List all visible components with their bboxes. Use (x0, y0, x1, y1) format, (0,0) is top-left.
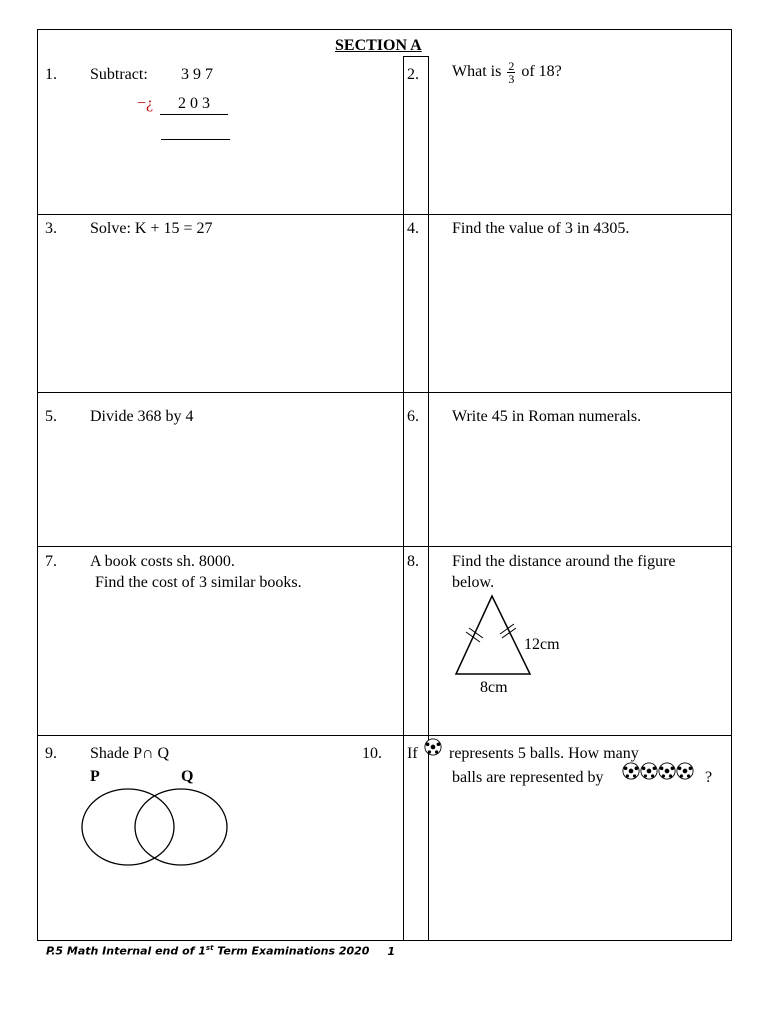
q1-label: Subtract: (90, 66, 148, 83)
q7-line1: A book costs sh. 8000. (90, 553, 235, 570)
ball-group (622, 762, 694, 784)
column-divider (403, 56, 404, 941)
q1-bottom-number: 2 0 3 (160, 94, 228, 115)
q2-fraction-numerator: 2 (508, 59, 515, 73)
footer-text-post: Term Examinations 2020 (213, 944, 370, 958)
q2-fraction-denominator: 3 (508, 72, 515, 86)
q10-line1: represents 5 balls. How many (449, 745, 639, 762)
q3-text: Solve: K + 15 = 27 (90, 220, 213, 237)
q1-minus-sign: −¿ (137, 95, 154, 112)
triangle-base-label: 8cm (480, 679, 508, 696)
row-divider (37, 392, 732, 393)
q10-number: 10. (362, 745, 382, 762)
page-number: 1 (387, 944, 395, 958)
section-title: SECTION A (335, 37, 422, 54)
q2-fraction (507, 60, 515, 85)
q6-number: 6. (407, 408, 419, 425)
soccer-ball-icon (640, 762, 658, 780)
triangle-side-label: 12cm (524, 636, 560, 653)
set-q-label: Q (181, 768, 194, 785)
venn-circle-q (135, 789, 227, 865)
q10-end: ? (705, 769, 713, 786)
q3-number: 3. (45, 220, 57, 237)
q2-text (452, 60, 562, 85)
row-divider (37, 214, 732, 215)
number-box-top (403, 56, 428, 57)
left-tick-mark (466, 632, 480, 642)
q1-answer-line (161, 139, 230, 140)
q4-text: Find the value of 3 in 4305. (452, 220, 630, 237)
q8-line1: Find the distance around the figure (452, 553, 676, 570)
q4-number: 4. (407, 220, 419, 237)
q1-number: 1. (45, 66, 57, 83)
q2-pre: What is (452, 63, 502, 81)
q10-line2: balls are represented by (452, 769, 604, 786)
q2-post: of 18? (521, 63, 562, 81)
q7-line2: Find the cost of 3 similar books. (95, 574, 302, 591)
venn-diagram (78, 780, 233, 870)
q5-number: 5. (45, 408, 57, 425)
triangle-shape (456, 596, 530, 674)
q9-number: 9. (45, 745, 57, 762)
venn-circle-p (82, 789, 174, 865)
q7-number: 7. (45, 553, 57, 570)
soccer-ball-icon (424, 738, 442, 756)
q1-top-number: 3 9 7 (181, 66, 213, 83)
q8-line2: below. (452, 574, 495, 591)
q9-text: Shade P∩ Q (90, 745, 170, 762)
footer-text-pre: P.5 Math Internal end of 1 (46, 944, 206, 958)
row-divider (37, 546, 732, 547)
q6-text: Write 45 in Roman numerals. (452, 408, 642, 425)
footer-superscript: st (205, 944, 214, 952)
soccer-ball-icon (658, 762, 676, 780)
q5-text: Divide 368 by 4 (90, 408, 194, 425)
set-p-label: P (90, 768, 100, 785)
q10-if: If (407, 745, 418, 762)
row-divider (37, 735, 732, 736)
q8-number: 8. (407, 553, 419, 570)
soccer-ball-icon (676, 762, 694, 780)
q2-number: 2. (407, 66, 419, 83)
page-footer (46, 944, 395, 958)
column-divider (428, 56, 429, 941)
soccer-ball-icon (622, 762, 640, 780)
